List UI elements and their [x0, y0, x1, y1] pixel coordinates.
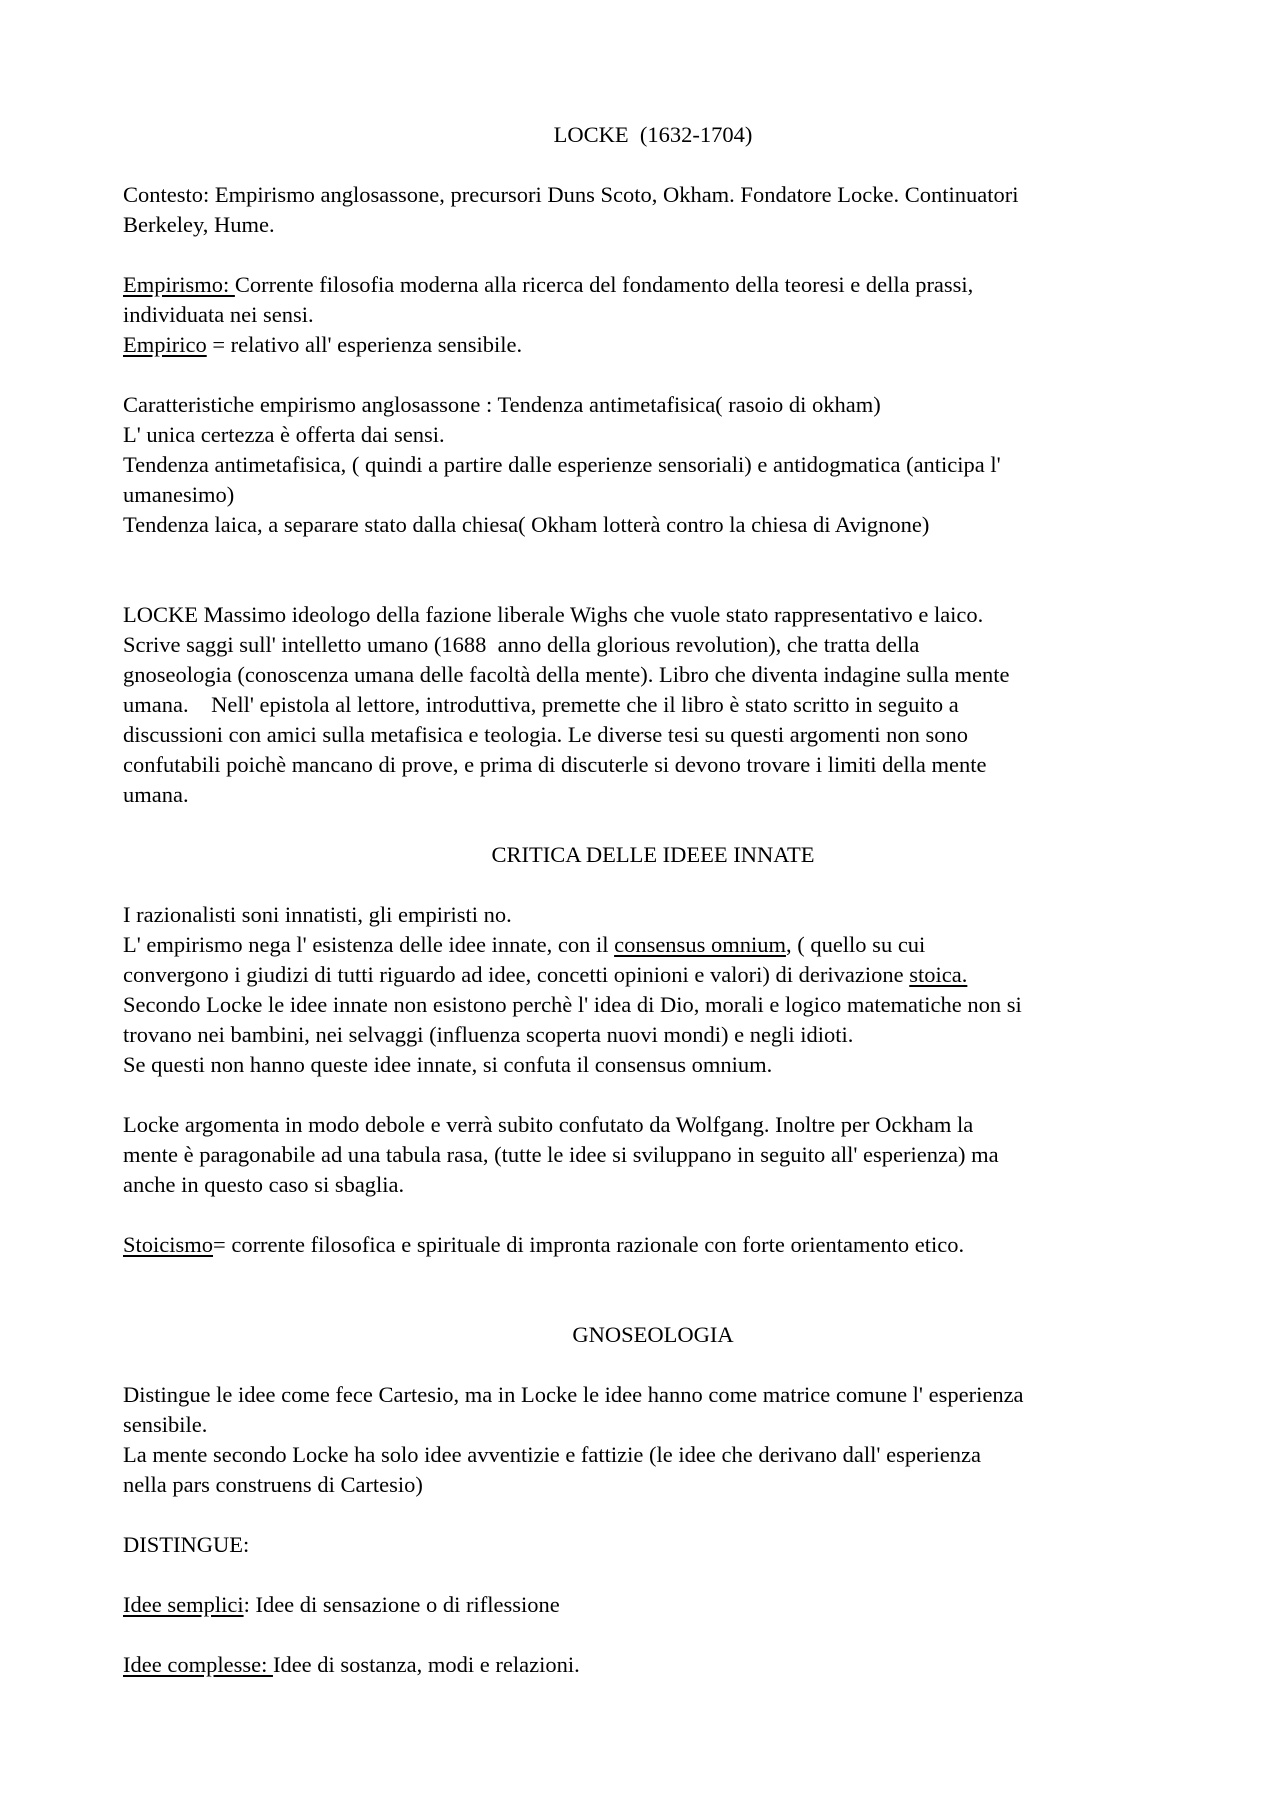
locke-paragraph-line: discussioni con amici sulla metafisica e teologia. Le diverse tesi su questi argomenti non sono	[123, 722, 969, 747]
stoica-term: stoica.	[909, 962, 968, 987]
gnoseologia-line: nella pars construens di Cartesio)	[123, 1472, 423, 1497]
idee-complesse-term: Idee complesse:	[123, 1652, 273, 1677]
locke-paragraph-line: umana. Nell' epistola al lettore, introduttiva, premette che il libro è stato scritto in seguito a	[123, 692, 959, 717]
empirico-def: = relativo all' esperienza sensibile.	[206, 332, 523, 357]
locke-paragraph-line: confutabili poichè mancano di prove, e prima di discuterle si devono trovare i limiti della mente	[123, 752, 987, 777]
caratteristiche-line: L' unica certezza è offerta dai sensi.	[123, 422, 445, 447]
document-body	[123, 120, 1183, 1680]
empirismo-definition	[123, 270, 1183, 300]
empirico-definition	[123, 330, 1183, 360]
critica-text: L' empirismo nega l' esistenza delle idee innate, con il	[123, 932, 615, 957]
consensus-omnium-term: consensus omnium	[614, 932, 786, 957]
gnoseologia-line: Distingue le idee come fece Cartesio, ma in Locke le idee hanno come matrice comune l' esperienza	[123, 1382, 1024, 1407]
gnoseologia-line: sensibile.	[123, 1412, 208, 1437]
gnoseologia-line: La mente secondo Locke ha solo idee avventizie e fattizie (le idee che derivano dall' esperienza	[123, 1442, 982, 1467]
section-heading-gnoseologia: GNOSEOLOGIA	[572, 1322, 734, 1347]
locke-paragraph-line: Scrive saggi sull' intelletto umano (1688 anno della glorious revolution), che tratta della	[123, 632, 920, 657]
idee-complesse-def: Idee di sostanza, modi e relazioni.	[272, 1652, 580, 1677]
argomenta-line: anche in questo caso si sbaglia.	[123, 1172, 405, 1197]
stoicismo-def: = corrente filosofica e spirituale di impronta razionale con forte orientamento etico.	[213, 1232, 965, 1257]
idee-complesse-definition	[123, 1650, 1183, 1680]
critica-line	[123, 930, 1183, 960]
page-title: LOCKE (1632-1704)	[553, 122, 753, 147]
empirismo-def: Corrente filosofia moderna alla ricerca del fondamento della teoresi e della prassi,	[234, 272, 974, 297]
locke-paragraph-line: LOCKE Massimo ideologo della fazione liberale Wighs che vuole stato rappresentativo e laico.	[123, 602, 984, 627]
critica-line: trovano nei bambini, nei selvaggi (influenza scoperta nuovi mondi) e negli idioti.	[123, 1022, 854, 1047]
stoicismo-definition	[123, 1230, 1183, 1260]
empirismo-term: Empirismo:	[123, 272, 235, 297]
locke-paragraph-line: umana.	[123, 782, 189, 807]
section-heading-critica: CRITICA DELLE IDEEE INNATE	[491, 842, 815, 867]
argomenta-line: Locke argomenta in modo debole e verrà subito confutato da Wolfgang. Inoltre per Ockham la	[123, 1112, 974, 1137]
critica-line: Secondo Locke le idee innate non esistono perchè l' idea di Dio, morali e logico matematiche non si	[123, 992, 1022, 1017]
caratteristiche-line: Tendenza antimetafisica, ( quindi a partire dalle esperienze sensoriali) e antidogmatica (anticipa l'	[123, 452, 1001, 477]
contesto-line: Contesto: Empirismo anglosassone, precursori Duns Scoto, Okham. Fondatore Locke. Continuatori	[123, 182, 1019, 207]
contesto-line: Berkeley, Hume.	[123, 212, 275, 237]
caratteristiche-line: Caratteristiche empirismo anglosassone : Tendenza antimetafisica( rasoio di okham)	[123, 392, 881, 417]
critica-text: , ( quello su cui	[785, 932, 926, 957]
caratteristiche-line: umanesimo)	[123, 482, 235, 507]
critica-text: convergono i giudizi di tutti riguardo ad idee, concetti opinioni e valori) di derivazione	[123, 962, 910, 987]
idee-semplici-def: : Idee di sensazione o di riflessione	[243, 1592, 560, 1617]
idee-semplici-definition	[123, 1590, 1183, 1620]
critica-line: Se questi non hanno queste idee innate, si confuta il consensus omnium.	[123, 1052, 773, 1077]
critica-line	[123, 960, 1183, 990]
empirico-term: Empirico	[123, 332, 207, 357]
caratteristiche-line: Tendenza laica, a separare stato dalla chiesa( Okham lotterà contro la chiesa di Avignone)	[123, 512, 930, 537]
critica-line: I razionalisti soni innatisti, gli empiristi no.	[123, 902, 512, 927]
argomenta-line: mente è paragonabile ad una tabula rasa, (tutte le idee si sviluppano in seguito all' esperienza) ma	[123, 1142, 999, 1167]
idee-semplici-term: Idee semplici	[123, 1592, 244, 1617]
stoicismo-term: Stoicismo	[123, 1232, 214, 1257]
distingue-label: DISTINGUE:	[123, 1532, 250, 1557]
locke-paragraph-line: gnoseologia (conoscenza umana delle facoltà della mente). Libro che diventa indagine sulla mente	[123, 662, 1010, 687]
empirismo-def-cont: individuata nei sensi.	[123, 302, 314, 327]
